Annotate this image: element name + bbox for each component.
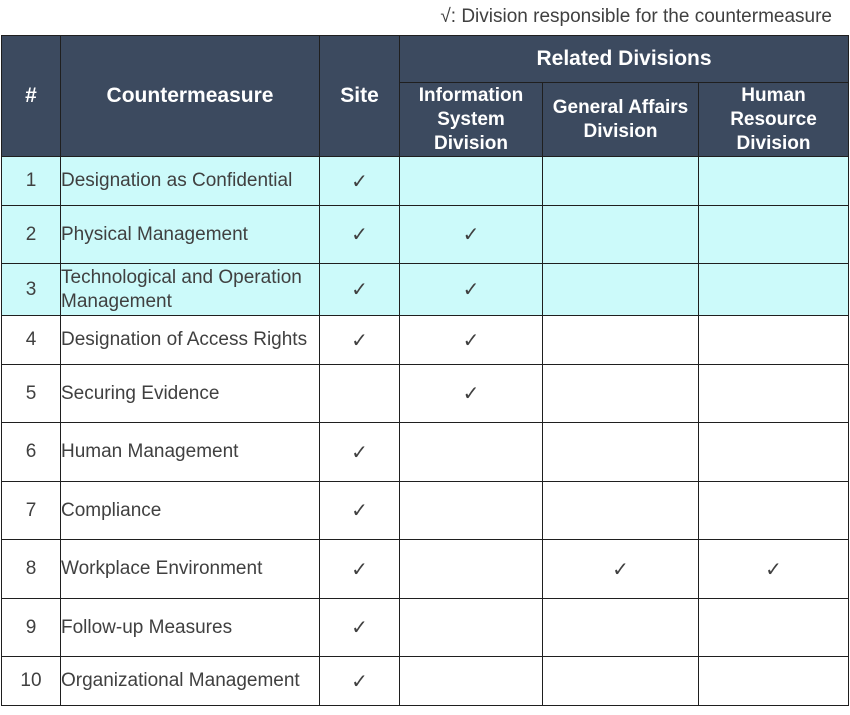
human-resource-check-cell — [699, 599, 849, 657]
human-resource-check-cell — [699, 206, 849, 264]
row-number-cell: 9 — [2, 599, 61, 657]
row-number-cell: 7 — [2, 482, 61, 540]
header-site: Site — [320, 36, 400, 157]
table-body — [2, 157, 849, 706]
general-affairs-check-cell — [543, 206, 699, 264]
header-countermeasure: Countermeasure — [61, 36, 320, 157]
site-check-cell: ✓ — [320, 657, 400, 706]
general-affairs-check-cell — [543, 657, 699, 706]
general-affairs-check-cell — [543, 599, 699, 657]
row-number-cell: 10 — [2, 657, 61, 706]
information-system-check-cell: ✓ — [400, 206, 543, 264]
general-affairs-check-cell — [543, 157, 699, 206]
countermeasure-name-cell: Follow-up Measures — [61, 599, 320, 657]
site-check-cell: ✓ — [320, 157, 400, 206]
row-number-cell: 4 — [2, 316, 61, 365]
row-number-cell: 2 — [2, 206, 61, 264]
row-number-cell: 3 — [2, 264, 61, 316]
human-resource-check-cell — [699, 482, 849, 540]
table-row — [2, 206, 849, 264]
countermeasure-table — [1, 35, 849, 706]
table-row — [2, 316, 849, 365]
site-check-cell: ✓ — [320, 264, 400, 316]
table-row — [2, 540, 849, 599]
table-row — [2, 423, 849, 482]
human-resource-check-cell: ✓ — [699, 540, 849, 599]
information-system-check-cell: ✓ — [400, 365, 543, 423]
site-check-cell — [320, 365, 400, 423]
header-number: # — [2, 36, 61, 157]
general-affairs-check-cell — [543, 264, 699, 316]
information-system-check-cell — [400, 657, 543, 706]
table-row — [2, 365, 849, 423]
human-resource-check-cell — [699, 423, 849, 482]
general-affairs-check-cell — [543, 482, 699, 540]
site-check-cell: ✓ — [320, 540, 400, 599]
information-system-check-cell — [400, 157, 543, 206]
countermeasure-name-cell: Designation as Confidential — [61, 157, 320, 206]
countermeasure-name-cell: Technological and Operation Management — [61, 264, 320, 316]
countermeasure-name-cell: Designation of Access Rights — [61, 316, 320, 365]
table-row — [2, 157, 849, 206]
table-row — [2, 657, 849, 706]
table-row — [2, 264, 849, 316]
countermeasure-name-cell: Workplace Environment — [61, 540, 320, 599]
information-system-check-cell — [400, 599, 543, 657]
site-check-cell: ✓ — [320, 316, 400, 365]
site-check-cell: ✓ — [320, 599, 400, 657]
header-information-system-division: Information System Division — [400, 83, 543, 157]
general-affairs-check-cell — [543, 423, 699, 482]
general-affairs-check-cell: ✓ — [543, 540, 699, 599]
header-human-resource-division: Human Resource Division — [699, 83, 849, 157]
header-general-affairs-division: General Affairs Division — [543, 83, 699, 157]
human-resource-check-cell — [699, 264, 849, 316]
information-system-check-cell — [400, 423, 543, 482]
information-system-check-cell: ✓ — [400, 316, 543, 365]
row-number-cell: 1 — [2, 157, 61, 206]
countermeasure-name-cell: Human Management — [61, 423, 320, 482]
row-number-cell: 8 — [2, 540, 61, 599]
information-system-check-cell — [400, 540, 543, 599]
row-number-cell: 5 — [2, 365, 61, 423]
general-affairs-check-cell — [543, 365, 699, 423]
countermeasure-name-cell: Organizational Management — [61, 657, 320, 706]
site-check-cell: ✓ — [320, 482, 400, 540]
countermeasure-name-cell: Compliance — [61, 482, 320, 540]
information-system-check-cell — [400, 482, 543, 540]
countermeasure-name-cell: Securing Evidence — [61, 365, 320, 423]
site-check-cell: ✓ — [320, 423, 400, 482]
legend-note: √: Division responsible for the countermeasure — [440, 6, 832, 27]
general-affairs-check-cell — [543, 316, 699, 365]
site-check-cell: ✓ — [320, 206, 400, 264]
table-row — [2, 482, 849, 540]
human-resource-check-cell — [699, 316, 849, 365]
countermeasure-name-cell: Physical Management — [61, 206, 320, 264]
row-number-cell: 6 — [2, 423, 61, 482]
information-system-check-cell: ✓ — [400, 264, 543, 316]
human-resource-check-cell — [699, 657, 849, 706]
human-resource-check-cell — [699, 365, 849, 423]
human-resource-check-cell — [699, 157, 849, 206]
header-related-divisions: Related Divisions — [400, 36, 849, 83]
table-row — [2, 599, 849, 657]
